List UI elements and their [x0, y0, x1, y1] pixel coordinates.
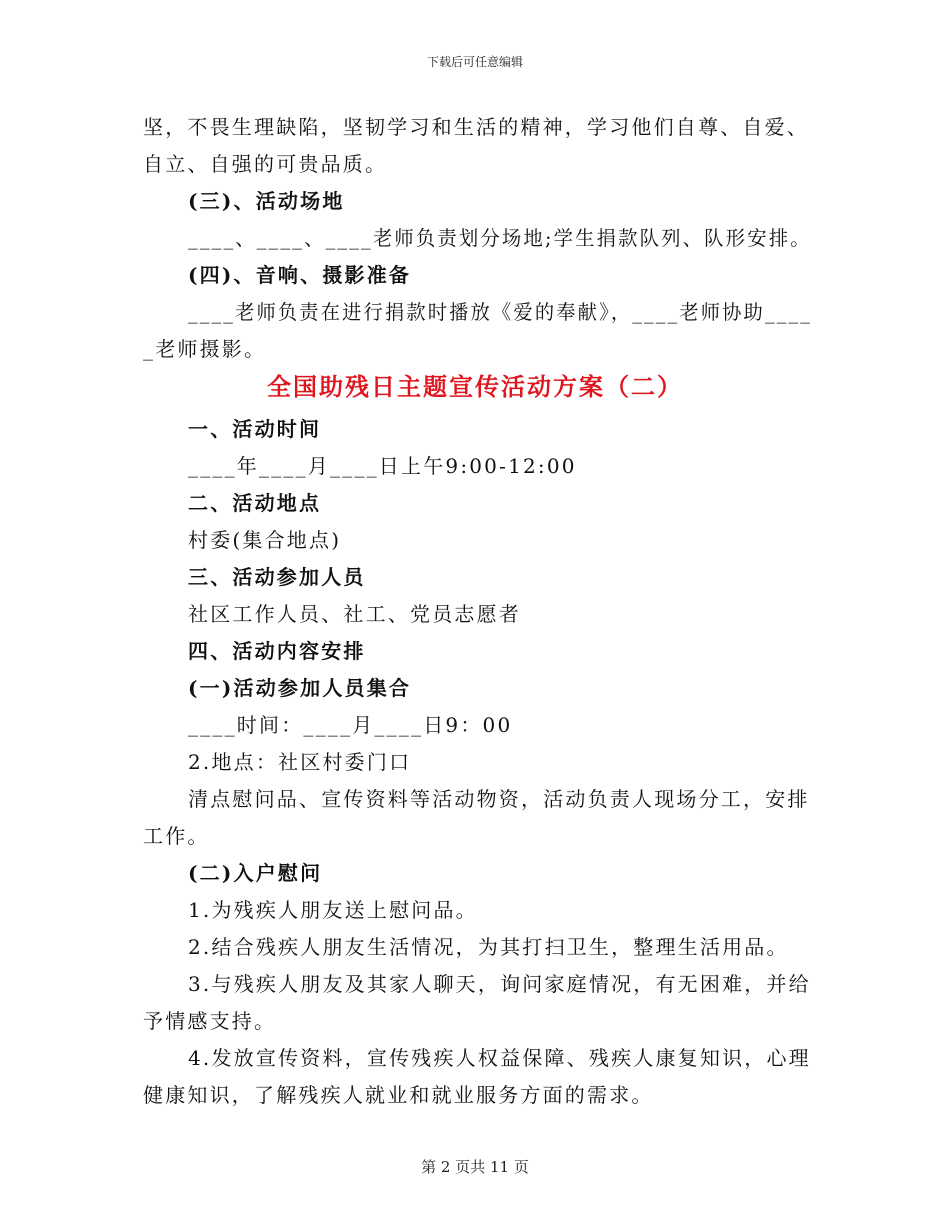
sub-heading: (一)活动参加人员集合	[188, 676, 412, 700]
list-item: 2.结合残疾人朋友生活情况，为其打扫卫生，整理生活用品。	[188, 935, 789, 959]
paragraph-line: 予情感支持。	[143, 1009, 277, 1033]
paragraph-line: 清点慰问品、宣传资料等活动物资，活动负责人现场分工，安排	[188, 787, 810, 811]
section-heading: 四、活动内容安排	[188, 639, 366, 663]
sub-heading: (二)入户慰问	[188, 861, 323, 885]
paragraph-line: 坚，不畏生理缺陷，坚韧学习和生活的精神，学习他们自尊、自爱、	[143, 115, 809, 139]
paragraph-line: _老师摄影。	[143, 337, 267, 361]
list-item: 3.与残疾人朋友及其家人聊天，询问家庭情况，有无困难，并给	[188, 972, 811, 996]
paragraph-line: 自立、自强的可贵品质。	[143, 152, 388, 176]
paragraph-line: ____年____月____日上午9:00-12:00	[188, 454, 577, 478]
paragraph-line: 健康知识，了解残疾人就业和就业服务方面的需求。	[143, 1083, 654, 1107]
paragraph-line: 村委(集合地点)	[188, 528, 342, 552]
paragraph-line: 工作。	[143, 824, 210, 848]
paragraph-line: ____老师负责在进行捐款时播放《爱的奉献》，____老师协助____	[188, 300, 813, 324]
list-item: 1.为残疾人朋友送上慰问品。	[188, 898, 478, 922]
paragraph-line: ____时间：____月____日9：00	[188, 713, 513, 737]
section-heading: 三、活动参加人员	[188, 565, 366, 589]
page-footer: 第 2 页共 11 页	[421, 1158, 529, 1176]
section-heading: 一、活动时间	[188, 417, 322, 441]
page-header: 下载后可任意编辑	[426, 55, 523, 69]
section-heading: (四)、音响、摄影准备	[188, 263, 412, 287]
paragraph-line: 社区工作人员、社工、党员志愿者	[188, 602, 521, 626]
paragraph-line: ____、____、____老师负责划分场地;学生捐款队列、队形安排。	[188, 226, 812, 250]
section-heading: (三)、活动场地	[188, 189, 345, 213]
list-item: 4.发放宣传资料，宣传残疾人权益保障、残疾人康复知识，心理	[188, 1046, 811, 1070]
section-heading: 二、活动地点	[188, 491, 322, 515]
document-title: 全国助残日主题宣传活动方案（二）	[267, 372, 683, 401]
list-item: 2.地点：社区村委门口	[188, 750, 412, 774]
